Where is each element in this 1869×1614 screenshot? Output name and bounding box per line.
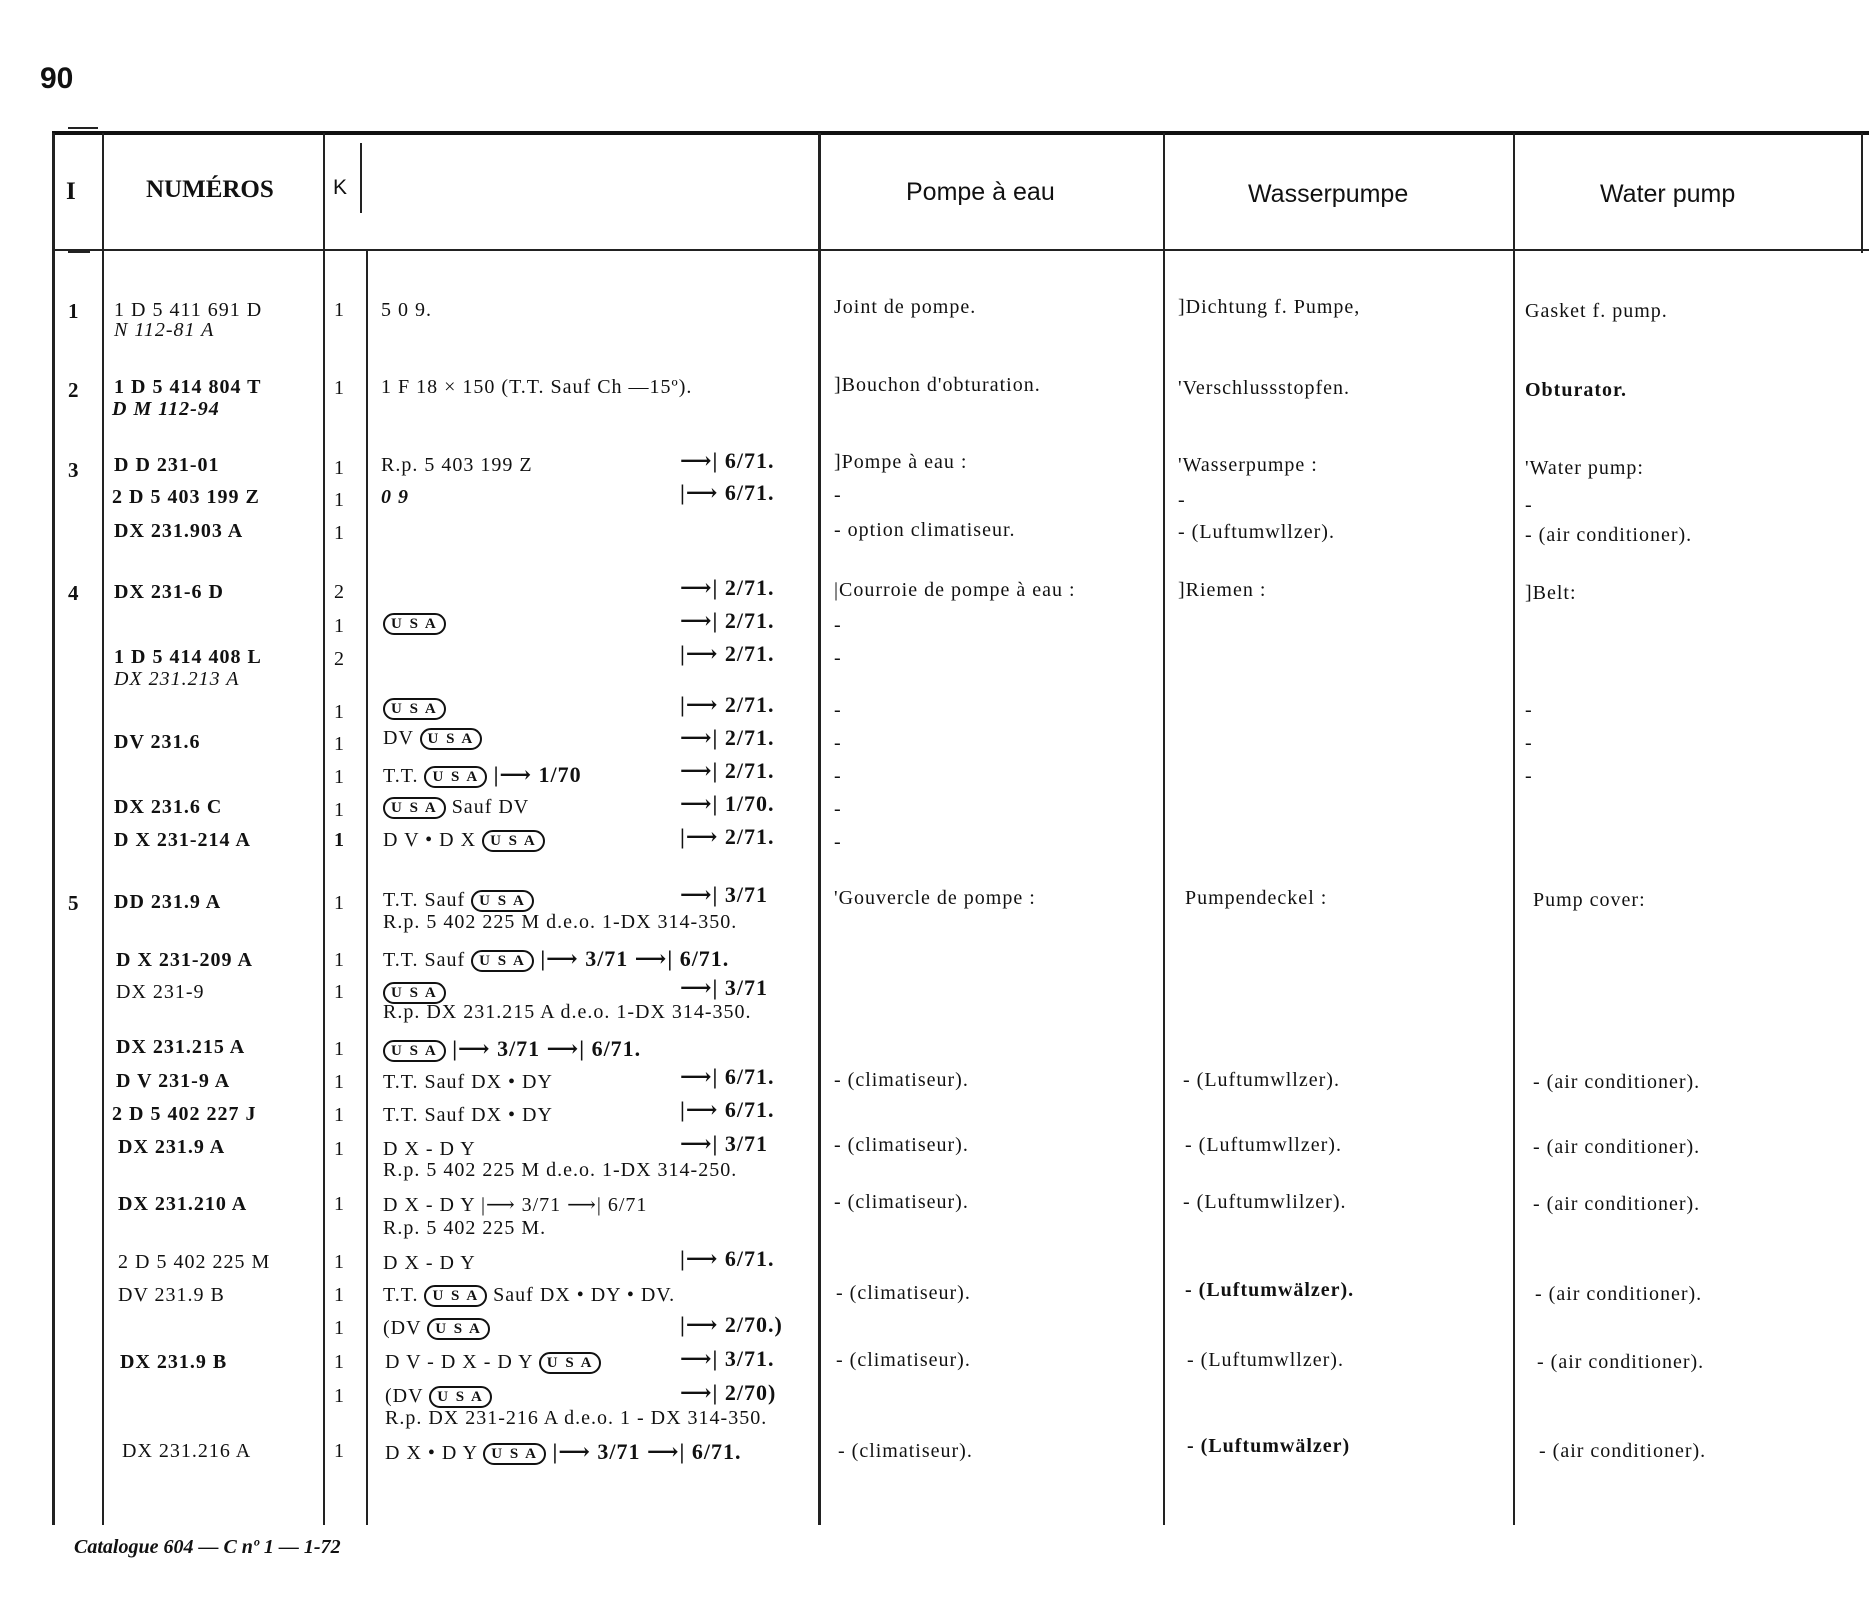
table-cell: |Courroie de pompe à eau :: [834, 579, 1076, 601]
reference-text: R.p. DX 231-216 A d.e.o. 1 - DX 314-350.: [385, 1407, 768, 1429]
reference-note: [680, 577, 775, 599]
table-cell: 1: [334, 1385, 345, 1407]
header-french: Pompe à eau: [906, 178, 1055, 206]
col-rule-german: [1163, 133, 1165, 1525]
table-cell: 1: [334, 1071, 345, 1093]
header-english: Water pump: [1600, 180, 1736, 208]
reference-note: [383, 764, 582, 788]
reference-note: [385, 1441, 741, 1465]
table-cell: 1: [334, 1351, 345, 1373]
reference-prefix: T.T.: [383, 765, 425, 787]
reference-text: ⟶| 2/71.: [680, 575, 775, 600]
table-cell: - (air conditioner).: [1533, 1136, 1701, 1158]
table-cell: - (Luftumwllzer).: [1185, 1134, 1342, 1156]
table-cell: 1: [334, 799, 345, 821]
reference-note: [383, 912, 737, 932]
table-cell: DD 231.9 A: [114, 891, 222, 913]
table-cell: -: [834, 614, 842, 636]
table-cell: ]Dichtung f. Pumpe,: [1178, 296, 1361, 318]
table-cell: -: [1525, 732, 1533, 754]
col-rule-right: [1861, 133, 1863, 253]
col-rule-numbers: [102, 133, 104, 1525]
reference-text: ⟶| 3/71: [680, 1131, 768, 1156]
header-german: Wasserpumpe: [1248, 180, 1409, 208]
reference-text: |⟶ 2/71.: [680, 641, 775, 666]
reference-prefix: (DV: [383, 1317, 428, 1339]
reference-suffix: |⟶ 1/70: [487, 762, 582, 787]
reference-note: [383, 1318, 490, 1340]
table-cell: DX 231.903 A: [114, 520, 244, 542]
reference-note: [383, 613, 446, 635]
table-cell: -: [834, 732, 842, 754]
table-cell: 'Water pump:: [1525, 457, 1644, 479]
table-cell: ⟶| 6/71.: [680, 448, 775, 473]
table-cell: DX 231.210 A: [118, 1193, 248, 1215]
table-cell: D M 112-94: [112, 398, 220, 420]
table-cell: - (climatiseur).: [834, 1069, 969, 1091]
table-cell: - (climatiseur).: [834, 1134, 969, 1156]
reference-prefix: T.T.: [383, 1284, 425, 1306]
table-cell: 1: [334, 1193, 345, 1215]
table-cell: - (climatiseur).: [838, 1440, 973, 1462]
reference-text: ⟶| 6/71.: [680, 1064, 775, 1089]
usa-stamp-icon: U S A: [482, 830, 545, 852]
reference-note: [383, 1285, 675, 1307]
table-cell: - (air conditioner).: [1533, 1071, 1701, 1093]
col-rule-english: [1513, 133, 1515, 1525]
table-cell: 0 9: [381, 486, 409, 508]
reference-note: [383, 1139, 476, 1159]
table-cell: D X 231-214 A: [114, 829, 251, 851]
table-cell: 1: [334, 299, 345, 321]
reference-text: D X - D Y: [383, 1138, 476, 1160]
table-cell: 1: [334, 766, 345, 788]
reference-text: R.p. 5 402 225 M d.e.o. 1-DX 314-350.: [383, 911, 738, 933]
reference-note: [383, 948, 729, 972]
table-cell: - (Luftumwälzer): [1187, 1435, 1351, 1457]
reference-note: [680, 1348, 775, 1370]
reference-prefix: D X • D Y: [385, 1442, 484, 1464]
table-cell: 2: [334, 648, 345, 670]
reference-note: [680, 727, 775, 749]
reference-text: |⟶ 2/71.: [680, 824, 775, 849]
table-cell: 1 D 5 414 804 T: [114, 376, 262, 398]
usa-stamp-icon: U S A: [427, 1318, 490, 1340]
table-cell: 1: [334, 489, 345, 511]
reference-note: [680, 1248, 775, 1270]
reference-text: |⟶ 2/71.: [680, 692, 775, 717]
table-cell: -: [834, 484, 842, 506]
reference-suffix: |⟶ 3/71 ⟶| 6/71.: [533, 946, 730, 971]
table-cell: Pumpendeckel :: [1185, 887, 1328, 909]
footer-catalogue: Catalogue 604 — C nº 1 — 1-72: [74, 1536, 341, 1558]
table-cell: - (air conditioner).: [1525, 524, 1693, 546]
reference-suffix: |⟶ 3/71 ⟶| 6/71.: [445, 1036, 642, 1061]
table-cell: D D 231-01: [114, 454, 220, 476]
reference-note: [383, 1160, 737, 1180]
table-cell: -: [1525, 699, 1533, 721]
table-cell: 1: [334, 1251, 345, 1273]
reference-prefix: (DV: [385, 1385, 430, 1407]
table-cell: -: [1178, 489, 1186, 511]
reference-note: [680, 793, 775, 815]
table-cell: DX 231.9 B: [120, 1351, 228, 1373]
reference-note: [680, 643, 775, 665]
reference-text: R.p. 5 402 225 M.: [383, 1217, 547, 1239]
table-cell: - (climatiseur).: [834, 1191, 969, 1213]
reference-text: ⟶| 3/71.: [680, 1346, 775, 1371]
group-index-4: 4: [68, 581, 80, 605]
reference-note: [680, 1314, 783, 1336]
table-cell: 1: [334, 949, 345, 971]
reference-text: |⟶ 2/70.): [680, 1312, 783, 1337]
reference-note: [680, 1099, 775, 1121]
usa-stamp-icon: U S A: [383, 982, 446, 1004]
reference-suffix: |⟶ 3/71 ⟶| 6/71.: [545, 1439, 742, 1464]
table-cell: DX 231-6 D: [114, 581, 224, 603]
reference-text: D X - D Y: [383, 1252, 476, 1274]
usa-stamp-icon: U S A: [424, 1285, 487, 1307]
group-index-3: 3: [68, 458, 80, 482]
reference-text: R.p. DX 231.215 A d.e.o. 1-DX 314-350.: [383, 1001, 752, 1023]
table-cell: ]Pompe à eau :: [834, 451, 968, 473]
usa-stamp-icon: U S A: [383, 797, 446, 819]
header-numbers: NUMÉROS: [146, 176, 274, 203]
table-cell: -: [834, 765, 842, 787]
table-cell: - option climatiseur.: [834, 519, 1016, 541]
usa-stamp-icon: U S A: [471, 950, 534, 972]
usa-stamp-icon: U S A: [383, 698, 446, 720]
reference-text: T.T. Sauf DX • DY: [383, 1071, 553, 1093]
reference-prefix: DV: [383, 727, 420, 749]
reference-note: [385, 1386, 492, 1408]
reference-prefix: T.T. Sauf: [383, 949, 472, 971]
reference-note: [383, 728, 482, 750]
table-cell: - (Luftumwlilzer).: [1183, 1191, 1347, 1213]
reference-note: [385, 1352, 601, 1374]
table-cell: 1 D 5 411 691 D: [114, 299, 263, 321]
usa-stamp-icon: U S A: [539, 1352, 602, 1374]
col-rule-qty-inner: [360, 143, 362, 213]
table-cell: ]Belt:: [1525, 582, 1577, 604]
table-cell: - (Luftumwllzer).: [1187, 1349, 1344, 1371]
group-index-1: 1: [68, 299, 80, 323]
table-cell: DX 231.6 C: [114, 796, 223, 818]
reference-suffix: Sauf DV: [445, 796, 530, 818]
usa-stamp-icon: U S A: [429, 1386, 492, 1408]
table-cell: - (Luftumwllzer).: [1183, 1069, 1340, 1091]
table-cell: ]Riemen :: [1178, 579, 1267, 601]
reference-text: |⟶ 6/71.: [680, 1246, 775, 1271]
col-rule-ref: [366, 251, 368, 1525]
reference-note: [383, 698, 446, 720]
reference-note: [385, 1408, 767, 1428]
table-cell: - (Luftumwllzer).: [1178, 521, 1335, 543]
table-cell: D V 231-9 A: [116, 1070, 231, 1092]
table-cell: - (air conditioner).: [1537, 1351, 1705, 1373]
reference-note: [383, 1105, 553, 1125]
table-cell: 'Wasserpumpe :: [1178, 454, 1318, 476]
header-qty: K: [333, 176, 348, 199]
table-cell: R.p. 5 403 199 Z: [381, 454, 533, 476]
reference-text: T.T. Sauf DX • DY: [383, 1104, 553, 1126]
reference-note: [383, 1072, 553, 1092]
table-cell: -: [1525, 765, 1533, 787]
table-cell: -: [834, 647, 842, 669]
group-index-5: 5: [68, 891, 80, 915]
table-cell: - (air conditioner).: [1533, 1193, 1701, 1215]
reference-note: [680, 884, 768, 906]
group-index-2: 2: [68, 378, 80, 402]
usa-stamp-icon: U S A: [383, 1040, 446, 1062]
table-cell: 1: [334, 701, 345, 723]
table-cell: DX 231.213 A: [114, 668, 240, 690]
reference-text: R.p. 5 402 225 M d.e.o. 1-DX 314-250.: [383, 1159, 738, 1181]
reference-note: [680, 1382, 776, 1404]
col-rule-left: [52, 133, 55, 1525]
header-index: I: [66, 178, 76, 205]
col-rule-french: [818, 133, 821, 1525]
table-cell: - (Luftumwälzer).: [1185, 1279, 1355, 1301]
page-number: 90: [40, 62, 74, 95]
table-cell: DX 231.9 A: [118, 1136, 226, 1158]
table-cell: Pump cover:: [1533, 889, 1646, 911]
reference-text: ⟶| 1/70.: [680, 791, 775, 816]
table-cell: -: [834, 831, 842, 853]
col-rule-qty: [323, 133, 325, 1525]
table-cell: - (air conditioner).: [1535, 1283, 1703, 1305]
table-cell: -: [1525, 494, 1533, 516]
table-cell: 1: [334, 1104, 345, 1126]
reference-text: ⟶| 2/71.: [680, 758, 775, 783]
table-cell: 'Gouvercle de pompe :: [834, 887, 1036, 909]
table-cell: 1: [334, 829, 345, 851]
reference-prefix: D V - D X - D Y: [385, 1351, 539, 1373]
table-cell: ]Bouchon d'obturation.: [834, 374, 1041, 396]
table-cell: D X 231-209 A: [116, 949, 253, 971]
reference-text: ⟶| 2/71.: [680, 725, 775, 750]
header-stub-line-lower: [68, 251, 90, 253]
table-cell: 2: [334, 581, 345, 603]
table-cell: 'Verschlussstopfen.: [1178, 377, 1351, 399]
table-cell: 1: [334, 1138, 345, 1160]
usa-stamp-icon: U S A: [424, 766, 487, 788]
table-cell: |⟶ 6/71.: [680, 480, 775, 505]
table-cell: -: [834, 699, 842, 721]
table-cell: 1: [334, 1440, 345, 1462]
reference-text: D X - D Y |⟶ 3/71 ⟶| 6/71: [383, 1194, 648, 1216]
table-cell: - (air conditioner).: [1539, 1440, 1707, 1462]
table-cell: Gasket f. pump.: [1525, 300, 1668, 322]
table-cell: 1: [334, 1284, 345, 1306]
header-stub-line: [68, 127, 98, 129]
reference-note: [680, 694, 775, 716]
reference-note: [383, 1002, 752, 1022]
reference-note: [383, 1218, 546, 1238]
reference-note: [680, 760, 775, 782]
usa-stamp-icon: U S A: [383, 613, 446, 635]
table-cell: 1: [334, 377, 345, 399]
table-cell: 1: [334, 615, 345, 637]
table-cell: Joint de pompe.: [834, 296, 977, 318]
table-cell: 2 D 5 402 225 M: [118, 1251, 271, 1273]
table-cell: DX 231.216 A: [122, 1440, 252, 1462]
reference-text: |⟶ 6/71.: [680, 1097, 775, 1122]
table-cell: 1: [334, 1038, 345, 1060]
reference-note: [680, 610, 775, 632]
reference-note: [383, 1195, 647, 1215]
table-cell: 1 D 5 414 408 L: [114, 646, 262, 668]
usa-stamp-icon: U S A: [420, 728, 483, 750]
reference-note: [680, 977, 768, 999]
table-cell: DV 231.6: [114, 731, 201, 753]
table-cell: N 112-81 A: [114, 319, 215, 341]
table-cell: DX 231-9: [116, 981, 205, 1003]
table-cell: Obturator.: [1525, 379, 1628, 401]
table-cell: 1: [334, 457, 345, 479]
reference-note: [680, 1066, 775, 1088]
table-cell: - (climatiseur).: [836, 1349, 971, 1371]
reference-note: [383, 890, 534, 912]
table-cell: 1: [334, 522, 345, 544]
reference-text: ⟶| 3/71: [680, 975, 768, 1000]
usa-stamp-icon: U S A: [483, 1443, 546, 1465]
reference-text: ⟶| 3/71: [680, 882, 768, 907]
table-cell: 5 0 9.: [381, 299, 432, 321]
reference-text: ⟶| 2/70): [680, 1380, 777, 1405]
reference-note: [680, 1133, 768, 1155]
reference-note: [383, 830, 545, 852]
table-cell: 1: [334, 733, 345, 755]
reference-suffix: Sauf DX • DY • DV.: [487, 1284, 676, 1306]
table-cell: 2 D 5 403 199 Z: [112, 486, 260, 508]
reference-note: [383, 1038, 641, 1062]
table-cell: - (climatiseur).: [836, 1282, 971, 1304]
reference-note: [383, 797, 529, 819]
table-cell: 1 F 18 × 150 (T.T. Sauf Ch —15º).: [381, 376, 693, 398]
table-cell: DX 231.215 A: [116, 1036, 246, 1058]
reference-prefix: D V • D X: [383, 829, 483, 851]
reference-text: ⟶| 2/71.: [680, 608, 775, 633]
table-cell: -: [834, 798, 842, 820]
reference-note: [383, 1253, 476, 1273]
table-cell: DV 231.9 B: [118, 1284, 225, 1306]
table-cell: 2 D 5 402 227 J: [112, 1103, 257, 1125]
table-cell: 1: [334, 1317, 345, 1339]
table-cell: 1: [334, 981, 345, 1003]
reference-note: [680, 826, 775, 848]
reference-prefix: T.T. Sauf: [383, 889, 472, 911]
table-cell: 1: [334, 892, 345, 914]
usa-stamp-icon: U S A: [471, 890, 534, 912]
